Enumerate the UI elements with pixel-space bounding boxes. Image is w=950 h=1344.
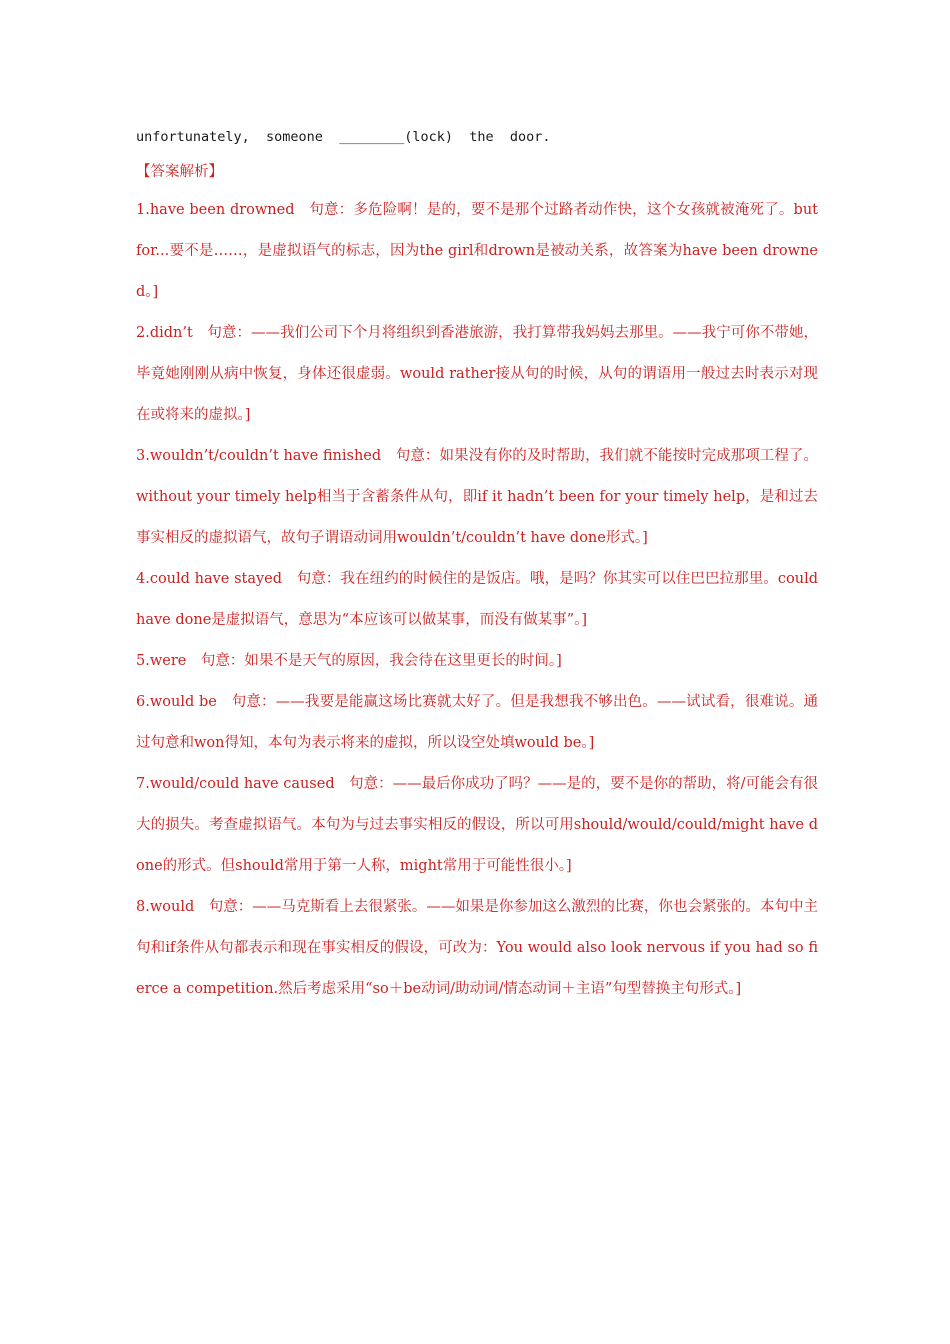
document-body: [136, 120, 818, 1010]
answer-item-1: 1.have been drowned 句意：多危险啊！是的，要不是那个过路者动作快，这个女孩就被淹死了。but for...要不是……，是虚拟语气的标志，因为the girl和drown是被动关系，故答案为have been drowned。]: [136, 202, 818, 300]
answer-item-7: 7.would/could have caused 句意：——最后你成功了吗？——是的，要不是你的帮助，将/可能会有很大的损失。考查虚拟语气。本句为与过去事实相反的假设，所以可用should/would/could/might have done的形式。但should常用于第一人称，might常用于可能性很小。]: [136, 776, 818, 874]
answer-heading: 【答案解析】: [136, 164, 223, 180]
question-tail: unfortunately, someone ________(lock) the door.: [136, 129, 551, 145]
answer-item-5: 5.were 句意：如果不是天气的原因，我会待在这里更长的时间。]: [136, 653, 562, 669]
answer-item-4: 4.could have stayed 句意：我在纽约的时候住的是饭店。哦，是吗？你其实可以住巴巴拉那里。could have done是虚拟语气，意思为“本应该可以做某事，而没有做某事”。]: [136, 571, 818, 628]
answer-item-8: 8.would 句意：——马克斯看上去很紧张。——如果是你参加这么激烈的比赛，你也会紧张的。本句中主句和if条件从句都表示和现在事实相反的假设，可改为：You would also look nervous if you had so fierce a competition.然后考虑采用“so＋be动词/助动词/情态动词＋主语”句型替换主句形式。]: [136, 899, 818, 997]
answer-item-6: 6.would be 句意：——我要是能赢这场比赛就太好了。但是我想我不够出色。——试试看，很难说。通过句意和won得知，本句为表示将来的虚拟，所以设空处填would be。]: [136, 694, 818, 751]
answer-item-2: 2.didn’t 句意：——我们公司下个月将组织到香港旅游，我打算带我妈妈去那里。——我宁可你不带她，毕竟她刚刚从病中恢复，身体还很虚弱。would rather接从句的时候，从句的谓语用一般过去时表示对现在或将来的虚拟。]: [136, 325, 818, 423]
answer-item-3: 3.wouldn’t/couldn’t have finished 句意：如果没有你的及时帮助，我们就不能按时完成那项工程了。without your timely help相当于含蓄条件从句，即if it hadn’t been for your timely help，是和过去事实相反的虚拟语气，故句子谓语动词用wouldn’t/couldn’t have done形式。]: [136, 448, 818, 546]
